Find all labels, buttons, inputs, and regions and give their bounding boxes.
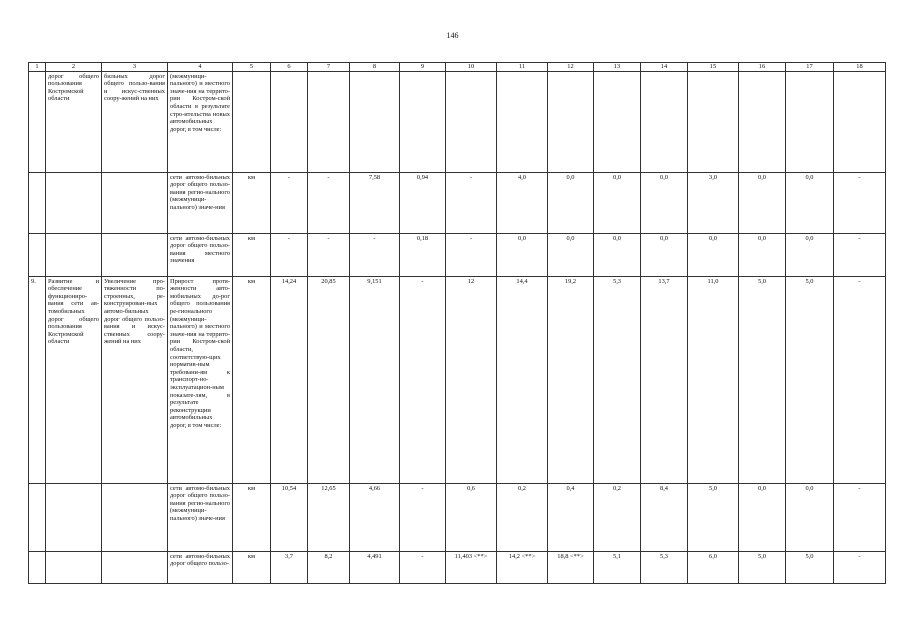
- table-cell: Прирост протя-женности авто-мобильных до-рог общего пользования ре-гионального (межмуници-пального) и местного значе-ния на террито-рии Костром-ской области, соответствую-щих норматив-ным требовани-ям к транспорт-но-эксплуатацион-ным показате-лям, в результате реконструкции автомобильных дорог, в том числе:: [168, 276, 233, 483]
- header-cell: 15: [688, 63, 739, 72]
- table-cell: [46, 233, 102, 276]
- table-cell: 5,0: [688, 483, 739, 551]
- table-cell: 0,0: [739, 172, 786, 233]
- table-cell: 0,18: [400, 233, 446, 276]
- page-number: 146: [446, 31, 459, 40]
- table-cell: [739, 71, 786, 172]
- table-cell: 12,65: [308, 483, 350, 551]
- table-cell: 4,491: [350, 551, 400, 583]
- table-cell: 0,0: [497, 233, 548, 276]
- table-cell: -: [400, 276, 446, 483]
- table-cell: 0,94: [400, 172, 446, 233]
- table-cell: 10,54: [271, 483, 308, 551]
- table-cell: [29, 551, 46, 583]
- table-cell: -: [308, 233, 350, 276]
- table-cell: [834, 71, 886, 172]
- table-cell: 5,0: [786, 276, 834, 483]
- table-cell: -: [834, 233, 886, 276]
- table-cell: 11,403 <**>: [446, 551, 497, 583]
- table-row: [29, 233, 886, 276]
- table-cell: 19,2: [548, 276, 594, 483]
- table-cell: 7,58: [350, 172, 400, 233]
- table-cell: 8,4: [641, 483, 688, 551]
- table-cell: [786, 71, 834, 172]
- table-cell: км: [233, 483, 271, 551]
- table-cell: 0,0: [641, 233, 688, 276]
- table-cell: [548, 71, 594, 172]
- header-cell: 12: [548, 63, 594, 72]
- table-cell: [308, 71, 350, 172]
- table-cell: 0,4: [548, 483, 594, 551]
- table-cell: 13,7: [641, 276, 688, 483]
- table-cell: 0,6: [446, 483, 497, 551]
- table-cell: 12: [446, 276, 497, 483]
- header-cell: 9: [400, 63, 446, 72]
- table-cell: [29, 483, 46, 551]
- table-cell: -: [308, 172, 350, 233]
- table-cell: -: [400, 551, 446, 583]
- header-cell: 8: [350, 63, 400, 72]
- header-cell: 13: [594, 63, 641, 72]
- table-cell: -: [446, 172, 497, 233]
- table-row: [29, 71, 886, 172]
- table-cell: 0,0: [739, 483, 786, 551]
- table-cell: -: [446, 233, 497, 276]
- table-cell: [350, 71, 400, 172]
- table-cell: [271, 71, 308, 172]
- header-cell: 4: [168, 63, 233, 72]
- table-cell: [688, 71, 739, 172]
- table-cell: сети автомо-бильных дорог общего пользо-вания регио-нального (межмуници-пального) значе-ния: [168, 483, 233, 551]
- table-cell: 0,0: [739, 233, 786, 276]
- table-cell: [102, 483, 168, 551]
- table-cell: 9,151: [350, 276, 400, 483]
- table-row: [29, 276, 886, 483]
- table-cell: -: [834, 276, 886, 483]
- table-cell: -: [271, 233, 308, 276]
- table-cell: [233, 71, 271, 172]
- table-cell: 0,0: [786, 172, 834, 233]
- table-cell: 5,3: [641, 551, 688, 583]
- header-cell: 2: [46, 63, 102, 72]
- table-cell: 0,0: [641, 172, 688, 233]
- table-cell: (межмуници-пального) и местного значе-ния на террито-рии Костром-ской области в результате стро-ительства новых автомобильных дорог, в том числе:: [168, 71, 233, 172]
- table-cell: [641, 71, 688, 172]
- table-cell: бильных дорог общего пользо-вания и искус-ственных соору-жений на них: [102, 71, 168, 172]
- header-cell: 11: [497, 63, 548, 72]
- table-cell: сети автомо-бильных дорог общего пользо-: [168, 551, 233, 583]
- table-cell: -: [271, 172, 308, 233]
- header-cell: 17: [786, 63, 834, 72]
- table-cell: -: [350, 233, 400, 276]
- table-cell: 20,85: [308, 276, 350, 483]
- table-cell: Развитие и обеспечение функциониро-вания сети ав-томобильных дорог общего пользования Костромской области: [46, 276, 102, 483]
- table-cell: 14,2 <**>: [497, 551, 548, 583]
- table-cell: 0,0: [548, 233, 594, 276]
- table-cell: 5,0: [739, 276, 786, 483]
- table-cell: 0,0: [786, 483, 834, 551]
- table-cell: [102, 551, 168, 583]
- table-cell: 6,0: [688, 551, 739, 583]
- header-cell: 3: [102, 63, 168, 72]
- table-cell: [446, 71, 497, 172]
- table-cell: км: [233, 551, 271, 583]
- table-cell: -: [834, 483, 886, 551]
- table-cell: [400, 71, 446, 172]
- table-cell: 5,0: [739, 551, 786, 583]
- table-cell: [497, 71, 548, 172]
- header-cell: 6: [271, 63, 308, 72]
- header-cell: 18: [834, 63, 886, 72]
- table-cell: 0,2: [497, 483, 548, 551]
- table-cell: 3,7: [271, 551, 308, 583]
- table-row: [29, 172, 886, 233]
- table-cell: 0,0: [548, 172, 594, 233]
- table-cell: [594, 71, 641, 172]
- table-cell: [29, 233, 46, 276]
- table-cell: [102, 172, 168, 233]
- table-cell: 3,0: [688, 172, 739, 233]
- header-cell: 1: [29, 63, 46, 72]
- table-cell: [29, 172, 46, 233]
- table-cell: 9.: [29, 276, 46, 483]
- table-cell: 0,2: [594, 483, 641, 551]
- table-cell: [46, 551, 102, 583]
- table-cell: 8,2: [308, 551, 350, 583]
- header-cell: 14: [641, 63, 688, 72]
- table-cell: -: [834, 172, 886, 233]
- header-cell: 5: [233, 63, 271, 72]
- table-cell: 0,0: [594, 233, 641, 276]
- table-cell: дорог общего пользования Костромской области: [46, 71, 102, 172]
- header-cell: 7: [308, 63, 350, 72]
- table-cell: км: [233, 276, 271, 483]
- header-cell: 10: [446, 63, 497, 72]
- table-cell: 0,0: [786, 233, 834, 276]
- table-cell: 11,0: [688, 276, 739, 483]
- table-cell: км: [233, 172, 271, 233]
- table-cell: 5,3: [594, 276, 641, 483]
- table-cell: 0,0: [594, 172, 641, 233]
- data-table: [28, 62, 886, 584]
- table-row: [29, 483, 886, 551]
- table-cell: [46, 483, 102, 551]
- table-cell: 18,8 <**>: [548, 551, 594, 583]
- table-cell: -: [834, 551, 886, 583]
- table-cell: 14,4: [497, 276, 548, 483]
- table-cell: сети автомо-бильных дорог общего пользо-вания местного значения: [168, 233, 233, 276]
- table-cell: -: [400, 483, 446, 551]
- table-cell: 4,66: [350, 483, 400, 551]
- table-cell: км: [233, 233, 271, 276]
- table-cell: [46, 172, 102, 233]
- table-cell: сети автомо-бильных дорог общего пользо-вания регио-нального (межмуници-пального) значе-ния: [168, 172, 233, 233]
- table-cell: 0,0: [688, 233, 739, 276]
- table-row: [29, 551, 886, 583]
- table-cell: 4,0: [497, 172, 548, 233]
- table-cell: 5,0: [786, 551, 834, 583]
- header-cell: 16: [739, 63, 786, 72]
- header-row: [29, 63, 886, 72]
- table-cell: 14,24: [271, 276, 308, 483]
- table-cell: Увеличение про-тяженности по-строенных, ре-конструирован-ных автомо-бильных дорог общего пользо-вания и искус-ственных соору-жений на них: [102, 276, 168, 483]
- table-cell: [102, 233, 168, 276]
- table-cell: 5,1: [594, 551, 641, 583]
- table-cell: [29, 71, 46, 172]
